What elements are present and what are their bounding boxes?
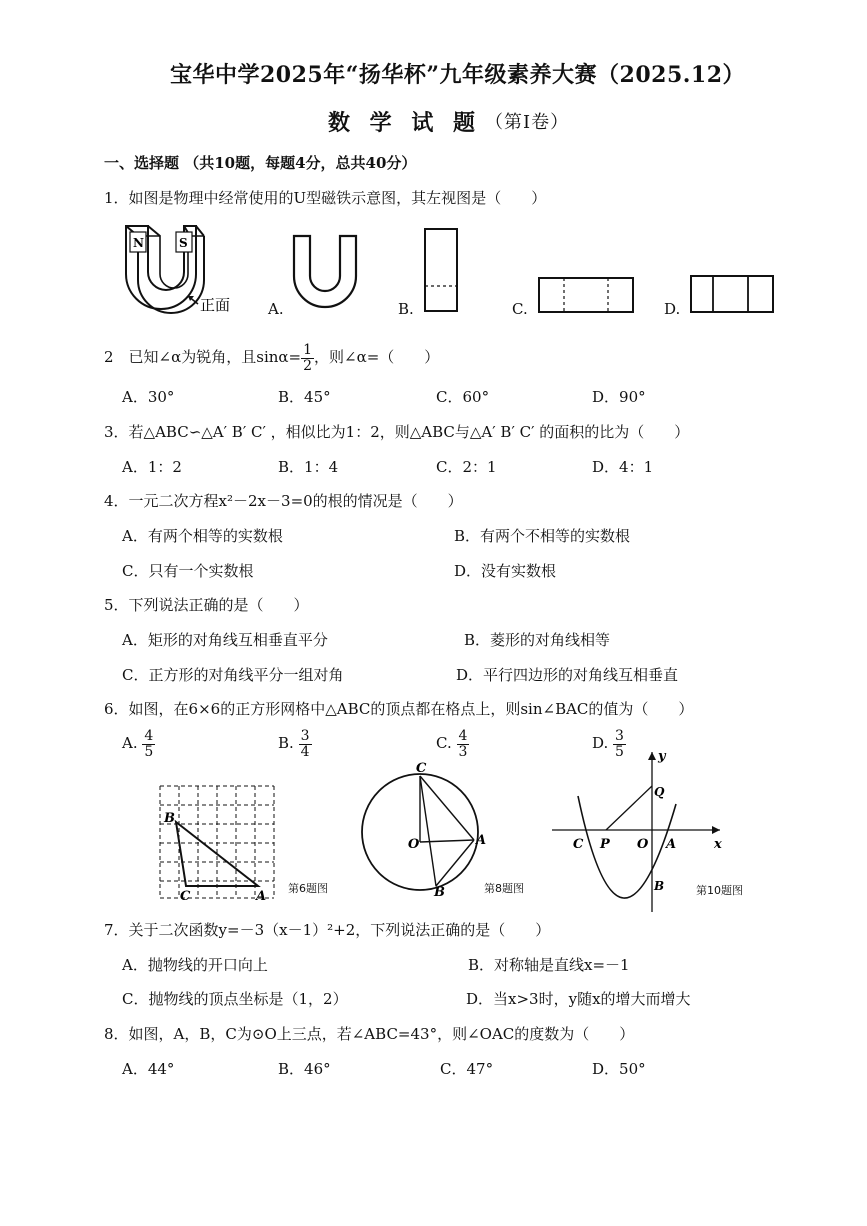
q6-c-num: 4 [458, 728, 468, 744]
q6-a-num: 4 [144, 728, 154, 744]
q5-option-b[interactable]: B．菱形的对角线相等 [464, 631, 611, 649]
q6-c-den: 3 [458, 743, 468, 760]
q6-option-a-letter: A. [122, 734, 138, 753]
q1-option-b-figure [424, 228, 460, 314]
q7-option-d[interactable]: D．当x>3时，y随x的增大而增大 [466, 990, 691, 1008]
fig10-label-q: Q [654, 785, 665, 799]
q7-option-c[interactable]: C．抛物线的顶点坐标是（1，2） [122, 990, 348, 1008]
fig10-label-b: B [654, 879, 665, 893]
q2-fraction [301, 343, 314, 373]
magnet-n-label: N [133, 236, 144, 250]
q6-b-num: 3 [300, 728, 310, 744]
fig10-label-a: A [666, 837, 677, 852]
q6-option-a[interactable] [122, 729, 155, 759]
question-1-text: 1．如图是物理中经常使用的U型磁铁示意图，其左视图是（ ） [104, 189, 547, 207]
q1-option-c-figure [538, 277, 636, 315]
question-2-text [104, 343, 439, 373]
figure-8-circle [356, 761, 487, 900]
question-6-text: 6．如图，在6×6的正方形网格中△ABC的顶点都在格点上，则sin∠BAC的值为（ ） [104, 700, 694, 718]
q5-option-c[interactable]: C．正方形的对角线平分一组对角 [122, 666, 344, 684]
q4-option-d[interactable]: D．没有实数根 [454, 562, 557, 580]
question-5-text: 5．下列说法正确的是（ ） [104, 596, 309, 614]
q1-option-a[interactable]: A. [268, 300, 284, 318]
volume-label: （第Ⅰ卷） [485, 112, 570, 133]
q2-text-pre: 2 已知∠α为锐角，且sinα= [104, 348, 302, 367]
q6-b-den: 4 [300, 743, 310, 760]
question-7-text: 7．关于二次函数y=－3（x－1）²+2，下列说法正确的是（ ） [104, 921, 551, 939]
fig10-label-c: C [573, 837, 584, 852]
fig8-label-c: C [416, 761, 427, 776]
q2-option-d[interactable]: D．90° [592, 388, 646, 406]
paper-subtitle: 数 学 试 题 [328, 110, 481, 136]
q7-option-a[interactable]: A．抛物线的开口向上 [122, 956, 268, 974]
q6-option-b[interactable] [278, 729, 312, 759]
q3-option-b[interactable]: B．1：4 [278, 458, 339, 476]
q1-option-b[interactable]: B. [398, 300, 414, 318]
q6-option-c-fraction [457, 729, 470, 759]
q8-option-c[interactable]: C．47° [440, 1060, 494, 1078]
fig10-label-x: x [714, 837, 722, 852]
q2-text-post: ，则∠α=（ ） [314, 348, 440, 367]
q6-option-b-letter: B. [278, 734, 294, 753]
q5-option-a[interactable]: A．矩形的对角线互相垂直平分 [122, 631, 328, 649]
figure-8-caption: 第8题图 [484, 882, 524, 895]
figure-6-caption: 第6题图 [288, 882, 328, 895]
fig6-label-c: C [180, 889, 191, 904]
q6-option-c-letter: C. [436, 734, 452, 753]
q8-option-b[interactable]: B．46° [278, 1060, 331, 1078]
fig8-label-o: O [408, 837, 420, 852]
q2-frac-den: 2 [303, 357, 313, 374]
q1-option-d-figure [690, 275, 776, 315]
q2-option-b[interactable]: B．45° [278, 388, 331, 406]
q4-option-a[interactable]: A．有两个相等的实数根 [122, 527, 283, 545]
fig10-label-o: O [637, 837, 649, 852]
q6-a-den: 5 [144, 743, 154, 760]
section-heading: 一、选择题 （共10题，每题4分，总共40分） [104, 154, 417, 172]
q3-option-c[interactable]: C．2：1 [436, 458, 497, 476]
front-label: 正面 [200, 296, 231, 314]
figure-10-caption: 第10题图 [696, 884, 743, 897]
q8-option-a[interactable]: A．44° [122, 1060, 175, 1078]
question-4-text: 4．一元二次方程x²－2x－3=0的根的情况是（ ） [104, 492, 463, 510]
figure-6-grid [156, 782, 286, 902]
magnet-s-label: S [179, 236, 188, 250]
fig8-label-a: A [476, 833, 487, 848]
fig6-label-b: B [164, 811, 175, 826]
q4-option-b[interactable]: B．有两个不相等的实数根 [454, 527, 631, 545]
q6-d-den: 5 [615, 743, 624, 760]
q1-option-d[interactable]: D. [664, 300, 681, 318]
q2-frac-num: 1 [303, 342, 313, 358]
q6-option-c[interactable] [436, 729, 469, 759]
fig8-label-b: B [434, 885, 445, 900]
q1-option-c[interactable]: C. [512, 300, 528, 318]
q3-option-d[interactable]: D．4：1 [592, 458, 654, 476]
q5-option-d[interactable]: D．平行四边形的对角线互相垂直 [456, 666, 679, 684]
exam-title: 宝华中学2025年“扬华杯”九年级素养大赛（2025.12） [170, 62, 746, 88]
fig6-label-a: A [256, 889, 267, 904]
q4-option-c[interactable]: C．只有一个实数根 [122, 562, 254, 580]
q7-option-b[interactable]: B．对称轴是直线x=－1 [468, 956, 630, 974]
question-3-text: 3．若△ABC∽△A′ B′ C′ ，相似比为1：2，则△ABC与△A′ B′ C′ 的面积的比为（ ） [104, 423, 690, 441]
u-magnet-figure [118, 222, 248, 322]
q6-option-d-letter: D. [592, 734, 609, 753]
q6-option-b-fraction [299, 729, 312, 759]
q8-option-d[interactable]: D．50° [592, 1060, 646, 1078]
fig10-label-p: P [600, 837, 610, 852]
question-8-text: 8．如图，A，B，C为⊙O上三点，若∠ABC=43°，则∠OAC的度数为（ ） [104, 1025, 635, 1043]
q1-option-a-figure [292, 234, 362, 310]
q6-d-num: 3 [615, 728, 624, 744]
q2-option-a[interactable]: A．30° [122, 388, 175, 406]
q3-option-a[interactable]: A．1：2 [122, 458, 182, 476]
fig10-label-y: y [658, 749, 666, 764]
q2-option-c[interactable]: C．60° [436, 388, 490, 406]
q6-option-a-fraction [142, 729, 155, 759]
